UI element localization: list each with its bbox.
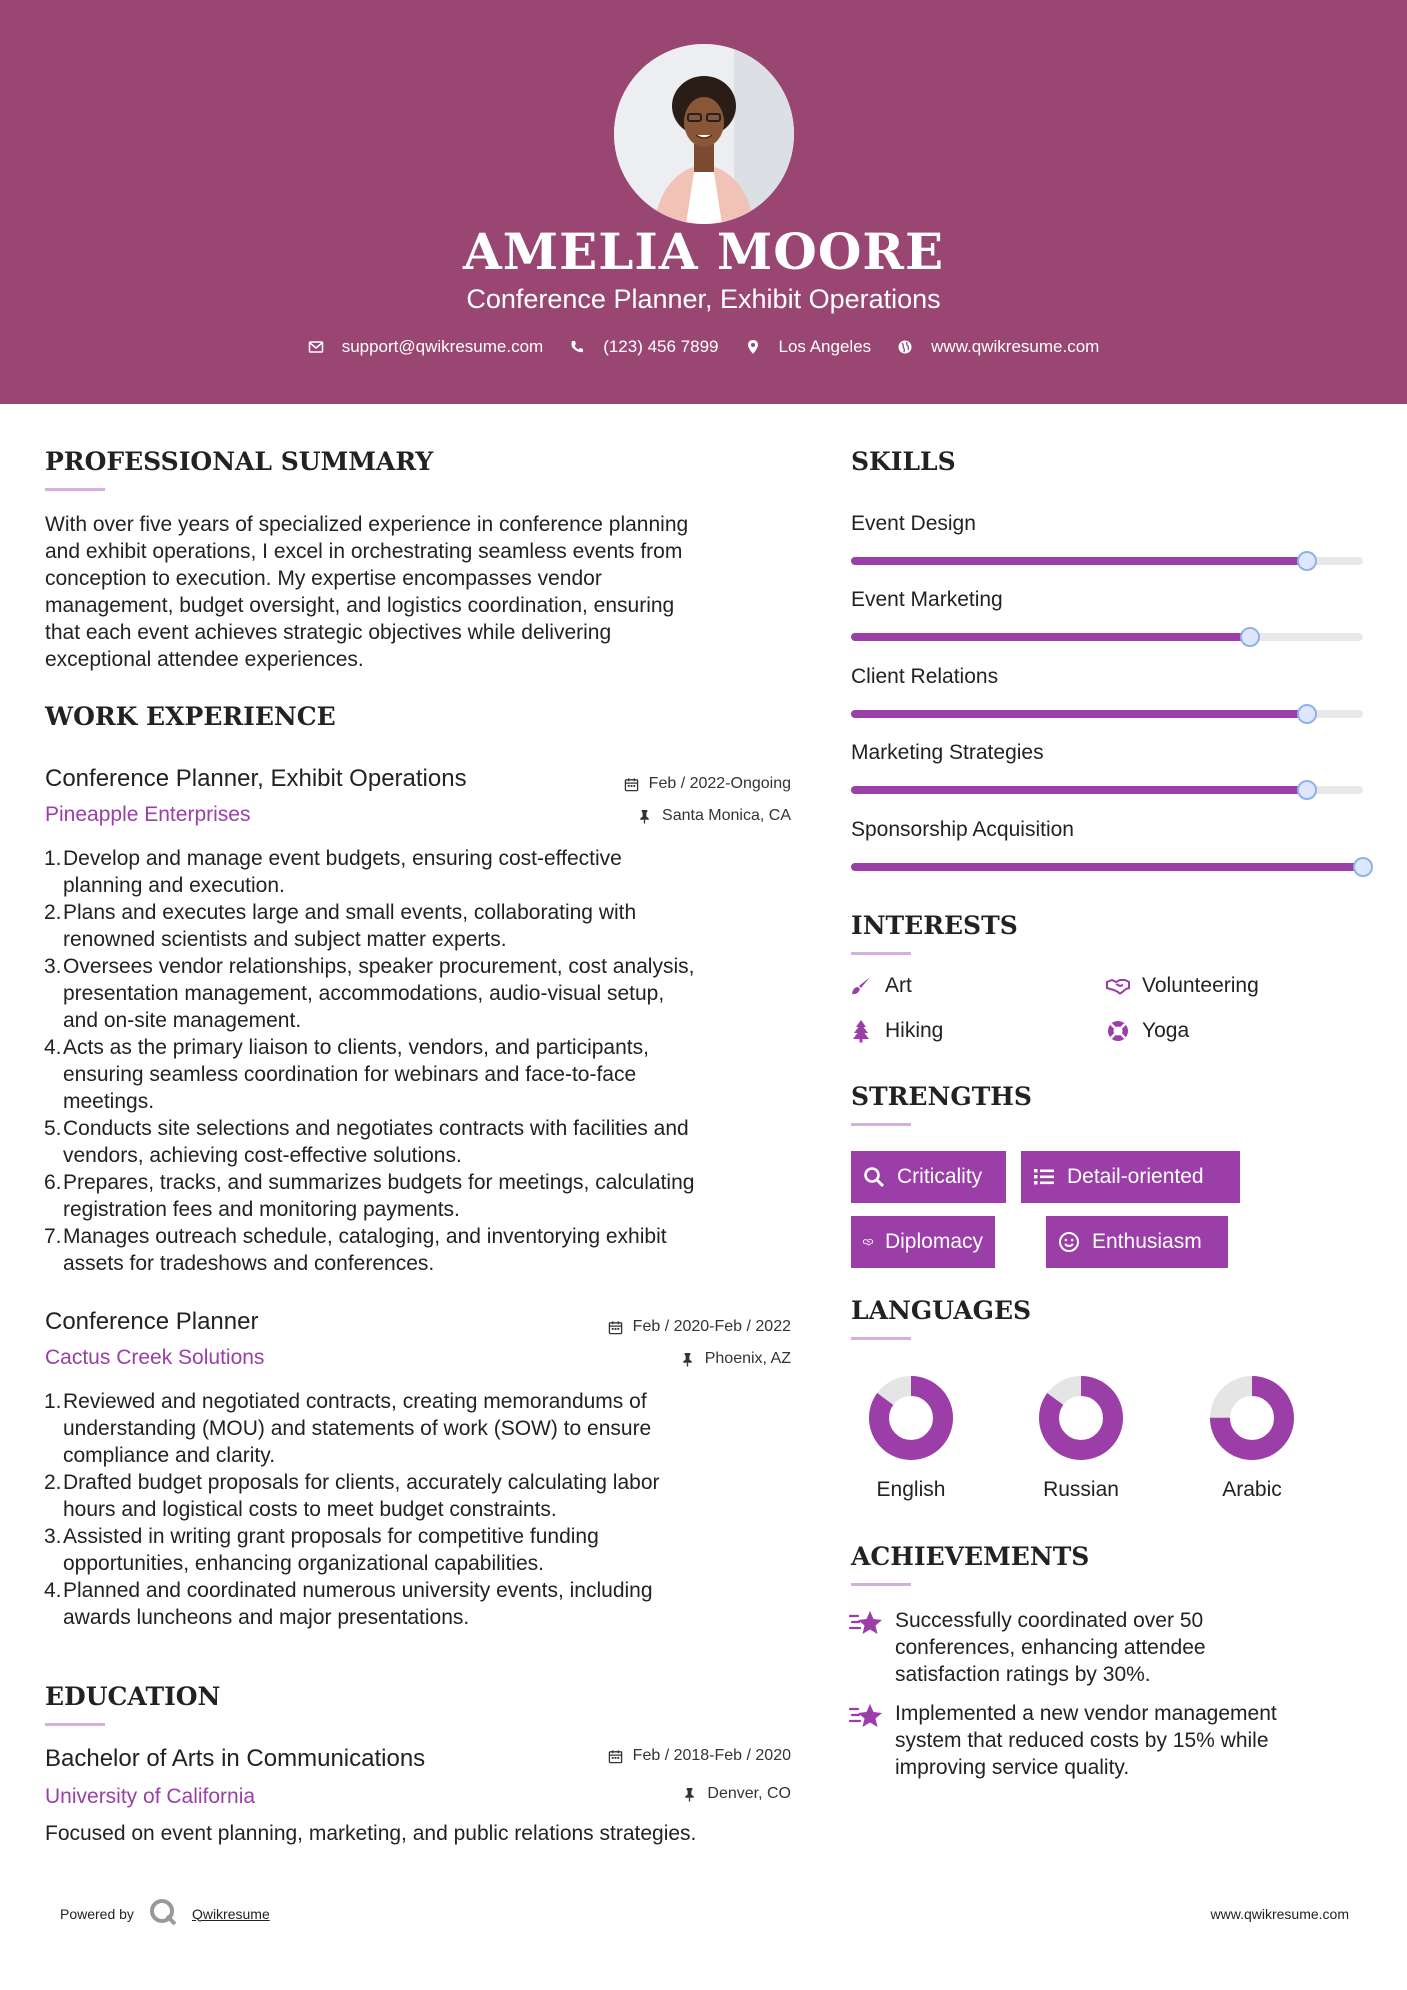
achievement-line: Implemented a new vendor management — [895, 1702, 1277, 1725]
handshake-icon — [1106, 974, 1130, 998]
interest-yoga — [1106, 1019, 1189, 1043]
summary-line: management, budget oversight, and logistics coordination, ensuring — [45, 594, 675, 617]
strength-label: Criticality — [897, 1165, 983, 1188]
skill-slider[interactable] — [851, 557, 1363, 565]
calendar-icon — [608, 1749, 623, 1764]
list-item: 4. Acts as the primary liaison to clients, vendors, and participants, ensuring seamless coordination for webinars and face-to-face meetings. — [44, 1036, 649, 1113]
contact-phone-text: (123) 456 7899 — [603, 337, 719, 356]
skill-slider[interactable] — [851, 710, 1363, 718]
education-heading: EDUCATION — [45, 1682, 221, 1711]
lifering-icon — [1106, 1019, 1130, 1043]
language-ring — [1036, 1373, 1126, 1463]
experience-heading: WORK EXPERIENCE — [45, 702, 336, 731]
calendar-icon — [608, 1320, 623, 1335]
skill-knob[interactable] — [1297, 704, 1317, 724]
skill-knob[interactable] — [1297, 780, 1317, 800]
skill-label: Client Relations — [851, 665, 999, 688]
strength-tag — [851, 1216, 995, 1268]
calendar-icon — [624, 777, 639, 792]
summary-line: and exhibit operations, I excel in orchestrating seamless events from — [45, 540, 683, 563]
contact-email-text: support@qwikresume.com — [341, 337, 544, 356]
duty-list — [44, 845, 784, 1277]
strengths-heading: STRENGTHS — [851, 1082, 1032, 1111]
list-item: 5. Conducts site selections and negotiates contracts with facilities and vendors, achieving cost-effective solutions. — [44, 1117, 689, 1167]
strength-label: Enthusiasm — [1092, 1230, 1202, 1253]
job-date-text: Feb / 2020-Feb / 2022 — [632, 1318, 791, 1335]
skill-fill — [851, 710, 1307, 718]
interests-rule — [851, 952, 911, 955]
strength-label: Detail-oriented — [1067, 1165, 1204, 1188]
paintbrush-icon — [849, 974, 873, 998]
list-item: 2. Plans and executes large and small events, collaborating with renowned scientists and subject matter experts. — [44, 901, 637, 951]
language-label: Arabic — [1222, 1478, 1282, 1501]
qwikresume-logo-icon — [148, 1897, 178, 1930]
education-location — [682, 1785, 791, 1803]
skill-label: Event Design — [851, 512, 976, 535]
list-icon — [1033, 1166, 1055, 1188]
job-location — [637, 807, 791, 825]
candidate-role: Conference Planner, Exhibit Operations — [466, 284, 941, 314]
language-item — [1021, 1373, 1141, 1502]
skills-heading: SKILLS — [851, 447, 956, 476]
interest-volunteering — [1106, 974, 1259, 998]
job-location-text: Santa Monica, CA — [662, 807, 791, 824]
summary-heading: PROFESSIONAL SUMMARY — [45, 447, 434, 476]
interest-label: Hiking — [885, 1019, 944, 1042]
list-item: 1. Develop and manage event budgets, ensuring cost-effective planning and execution. — [44, 847, 622, 897]
tree-icon — [849, 1019, 873, 1043]
contact-location-text: Los Angeles — [778, 337, 872, 356]
interest-hiking — [849, 1019, 943, 1043]
globe-icon — [897, 339, 913, 355]
skill-fill — [851, 786, 1307, 794]
contact-location — [745, 337, 872, 357]
education-date — [608, 1747, 791, 1765]
profile-photo — [614, 44, 794, 224]
strength-tag — [851, 1151, 1006, 1203]
smile-icon — [1058, 1231, 1080, 1253]
candidate-name: AMELIA MOORE — [462, 222, 945, 281]
qwikresume-link[interactable]: Qwikresume — [191, 1905, 270, 1922]
location-pin-icon — [745, 339, 761, 355]
interests-heading: INTERESTS — [851, 911, 1018, 940]
achievement-line: improving service quality. — [895, 1756, 1130, 1779]
shooting-star-icon — [849, 1701, 883, 1731]
list-item: 4. Planned and coordinated numerous university events, including awards luncheons and major presentations. — [44, 1579, 653, 1629]
job-date — [624, 775, 791, 793]
degree-title: Bachelor of Arts in Communications — [45, 1745, 426, 1772]
language-ring — [866, 1373, 956, 1463]
skill-knob[interactable] — [1297, 551, 1317, 571]
list-item: 7. Manages outreach schedule, cataloging, and inventorying exhibit assets for tradeshows and conferences. — [44, 1225, 667, 1275]
pushpin-icon — [637, 809, 652, 824]
powered-by-text: Powered by — [60, 1905, 134, 1922]
job-location-text: Phoenix, AZ — [704, 1350, 791, 1367]
education-rule — [45, 1723, 105, 1726]
job-date — [608, 1318, 791, 1336]
achievement-line: system that reduced costs by 15% while — [895, 1729, 1269, 1752]
contact-email[interactable] — [308, 337, 544, 357]
phone-icon — [569, 339, 585, 355]
languages-heading: LANGUAGES — [851, 1296, 1032, 1325]
school-name: University of California — [45, 1785, 256, 1808]
handshake-icon — [863, 1231, 873, 1253]
job-company: Cactus Creek Solutions — [45, 1346, 265, 1369]
job-location — [680, 1350, 791, 1368]
skill-knob[interactable] — [1240, 627, 1260, 647]
language-label: Russian — [1043, 1478, 1119, 1501]
skill-slider[interactable] — [851, 633, 1363, 641]
pushpin-icon — [682, 1787, 697, 1802]
interest-label: Volunteering — [1142, 974, 1259, 997]
skill-label: Sponsorship Acquisition — [851, 818, 1074, 841]
skill-label: Marketing Strategies — [851, 741, 1044, 764]
summary-line: that each event achieves strategic objectives while delivering — [45, 621, 612, 644]
strengths-rule — [851, 1123, 911, 1126]
footer-powered — [60, 1897, 270, 1930]
skill-label: Event Marketing — [851, 588, 1003, 611]
skill-slider[interactable] — [851, 786, 1363, 794]
languages-rule — [851, 1337, 911, 1340]
achievement-line: conferences, enhancing attendee — [895, 1636, 1206, 1659]
list-item: 3. Oversees vendor relationships, speaker procurement, cost analysis, presentation management, accommodations, audio-visual setup, and on-site management. — [44, 955, 695, 1032]
summary-line: conception to execution. My expertise encompasses vendor — [45, 567, 602, 590]
shooting-star-icon — [849, 1608, 883, 1638]
skill-fill — [851, 557, 1307, 565]
achievement-item — [849, 1700, 1349, 1781]
education-description: Focused on event planning, marketing, and public relations strategies. — [45, 1822, 697, 1845]
language-ring — [1207, 1373, 1297, 1463]
list-item: 6. Prepares, tracks, and summarizes budgets for meetings, calculating registration fees and monitoring payments. — [44, 1171, 695, 1221]
contact-bar — [0, 337, 1407, 357]
achievement-item — [849, 1607, 1349, 1688]
job-title: Conference Planner, Exhibit Operations — [45, 765, 467, 792]
duty-list — [44, 1388, 784, 1631]
list-item: 3. Assisted in writing grant proposals for competitive funding opportunities, enhancing organizational capabilities. — [44, 1525, 599, 1575]
header-banner — [0, 0, 1407, 404]
job-title: Conference Planner — [45, 1308, 259, 1335]
pushpin-icon — [680, 1352, 695, 1367]
summary-text — [45, 511, 805, 673]
achievement-line: Successfully coordinated over 50 — [895, 1609, 1204, 1632]
contact-website-text: www.qwikresume.com — [931, 337, 1100, 356]
summary-rule — [45, 488, 105, 491]
skill-slider[interactable] — [851, 863, 1363, 871]
interest-label: Yoga — [1142, 1019, 1190, 1042]
interest-art — [849, 974, 912, 998]
strength-tag — [1046, 1216, 1228, 1268]
education-location-text: Denver, CO — [707, 1785, 791, 1802]
list-item: 2. Drafted budget proposals for clients, accurately calculating labor hours and logistical costs to meet budget constraints. — [44, 1471, 660, 1521]
job-date-text: Feb / 2022-Ongoing — [648, 775, 791, 792]
skill-fill — [851, 863, 1363, 871]
language-item — [851, 1373, 971, 1502]
achievements-rule — [851, 1583, 911, 1586]
language-item — [1192, 1373, 1312, 1502]
skill-fill — [851, 633, 1250, 641]
strength-label: Diplomacy — [884, 1230, 983, 1253]
achievement-line: satisfaction ratings by 30%. — [895, 1663, 1151, 1686]
list-item: 1. Reviewed and negotiated contracts, creating memorandums of understanding (MOU) and statements of work (SOW) to ensure compliance and clarity. — [44, 1390, 652, 1467]
envelope-icon — [308, 339, 324, 355]
achievements-heading: ACHIEVEMENTS — [851, 1542, 1090, 1571]
education-date-text: Feb / 2018-Feb / 2020 — [632, 1747, 791, 1764]
contact-phone[interactable] — [569, 337, 718, 357]
interest-label: Art — [885, 974, 912, 997]
footer-url[interactable]: www.qwikresume.com — [1210, 1906, 1349, 1922]
skill-knob[interactable] — [1353, 857, 1373, 877]
language-label: English — [876, 1478, 946, 1501]
search-icon — [863, 1166, 885, 1188]
summary-line: exceptional attendee experiences. — [45, 648, 364, 671]
job-company: Pineapple Enterprises — [45, 803, 251, 826]
summary-line: With over five years of specialized experience in conference planning — [45, 513, 689, 536]
contact-website[interactable] — [897, 337, 1099, 357]
strength-tag — [1021, 1151, 1240, 1203]
